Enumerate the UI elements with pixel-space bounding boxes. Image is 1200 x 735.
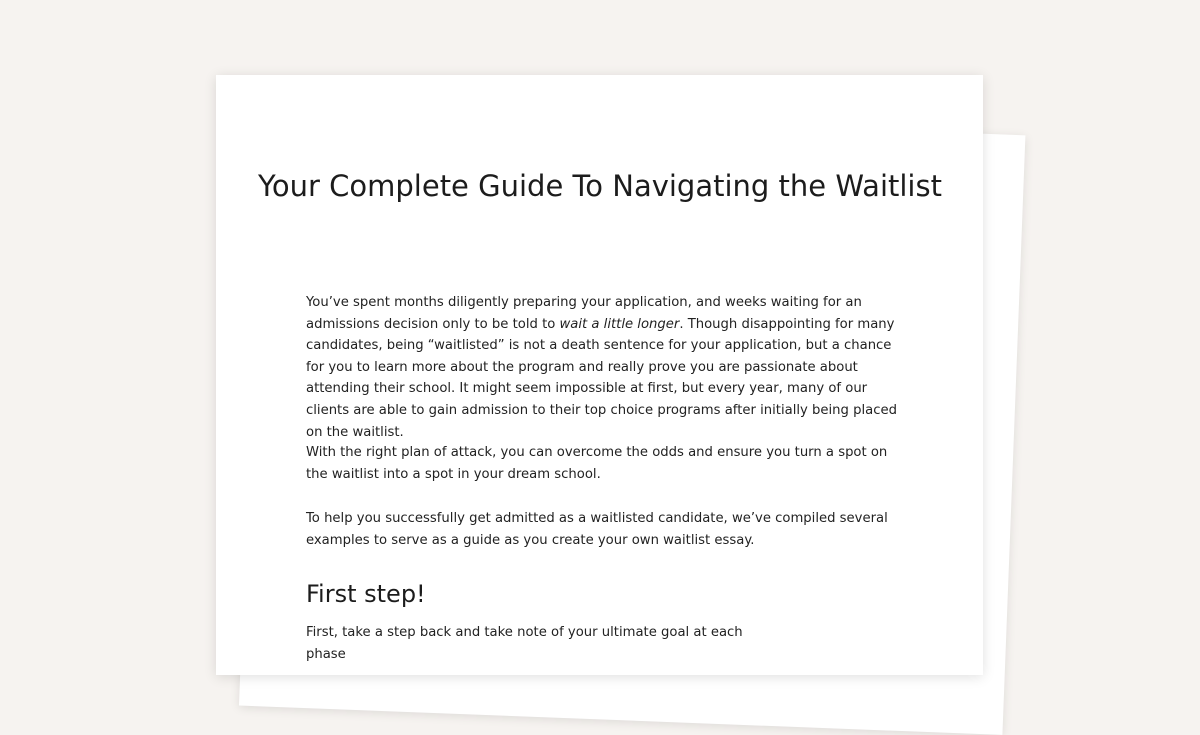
paragraph-plan: With the right plan of attack, you can overcome the odds and ensure you turn a spot on the waitlist into a spot in your dream school.: [306, 445, 888, 482]
paragraph-intro-start: You’ve spent months diligently preparing your application, and weeks waiting for an admissions decision only to be told to: [306, 295, 862, 332]
paragraph-examples: To help you successfully get admitted as a waitlisted candidate, we’ve compiled several examples to serve as a guide as you create your own waitlist essay.: [306, 511, 888, 548]
paragraph-intro-emphasis: wait a little longer: [559, 316, 680, 332]
cut-off-paragraph: [306, 622, 776, 630]
section-heading-first-step: First step!: [306, 580, 426, 608]
paragraph-intro-end: . Though disappointing for many candidates, being “waitlisted” is not a death sentence for your application, but a chance for you to learn more about the program and really prove you are passionate about attending their school. It might seem impossible at first, but every year, many of our clients are able to gain admission to their top choice programs after initially being placed on the waitlist.: [306, 316, 897, 440]
document-title: Your Complete Guide To Navigating the Waitlist: [258, 169, 942, 203]
paragraph-intro: [306, 292, 898, 443]
